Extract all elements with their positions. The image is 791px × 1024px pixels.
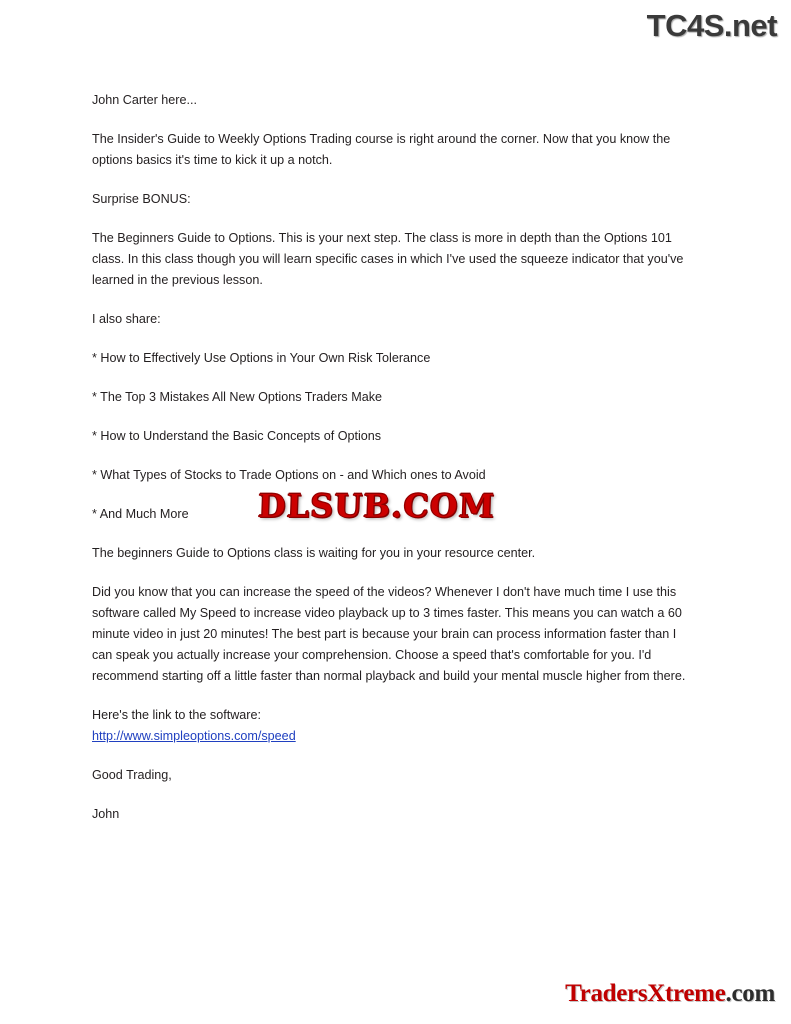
letter-signature: John bbox=[92, 807, 120, 821]
letter-paragraph-6: Did you know that you can increase the speed of the videos? Whenever I don't have much time I use this software called My Speed to increase video playback up to 3 times faster. This means you can watch a 60 minute video in just 20 minutes! The best part is because your brain can process information faster than I can speak you actually increase your comprehension. Choose a speed that's comfortable for you. I'd recommend starting off a little faster than normal playback and build your mental muscle higher from there. bbox=[92, 585, 686, 683]
letter-bullet-4: * What Types of Stocks to Trade Options on - and Which ones to Avoid bbox=[92, 468, 486, 482]
letter-bullet-1: * How to Effectively Use Options in Your Own Risk Tolerance bbox=[92, 351, 431, 365]
bottom-watermark-brand: TradersXtreme bbox=[565, 980, 726, 1007]
letter-paragraph-3: The Beginners Guide to Options. This is your next step. The class is more in depth than the Options 101 class. In this class though you will learn specific cases in which I've used the squeeze indicator that you've learned in the previous lesson. bbox=[92, 231, 684, 287]
letter-body bbox=[92, 90, 700, 843]
letter-closing: Good Trading, bbox=[92, 768, 172, 782]
letter-paragraph-2: Surprise BONUS: bbox=[92, 192, 191, 206]
bottom-right-watermark bbox=[565, 980, 775, 1008]
letter-greeting: John Carter here... bbox=[92, 93, 197, 107]
letter-bullet-3: * How to Understand the Basic Concepts of Options bbox=[92, 429, 382, 443]
letter-paragraph-5: The beginners Guide to Options class is waiting for you in your resource center. bbox=[92, 546, 536, 560]
software-link[interactable]: http://www.simpleoptions.com/speed bbox=[92, 729, 296, 743]
letter-paragraph-4: I also share: bbox=[92, 312, 161, 326]
top-right-watermark: TC4S.net bbox=[646, 8, 777, 43]
bottom-watermark-tld: .com bbox=[725, 980, 775, 1007]
letter-paragraph-1: The Insider's Guide to Weekly Options Trading course is right around the corner. Now that you know the options basics it's time to kick it up a notch. bbox=[92, 132, 671, 167]
letter-bullet-2: * The Top 3 Mistakes All New Options Traders Make bbox=[92, 390, 383, 404]
letter-paragraph-7: Here's the link to the software: bbox=[92, 708, 262, 722]
letter-bullet-5: * And Much More bbox=[92, 507, 189, 521]
center-stamp-text: DLSUB.COM bbox=[257, 487, 496, 525]
